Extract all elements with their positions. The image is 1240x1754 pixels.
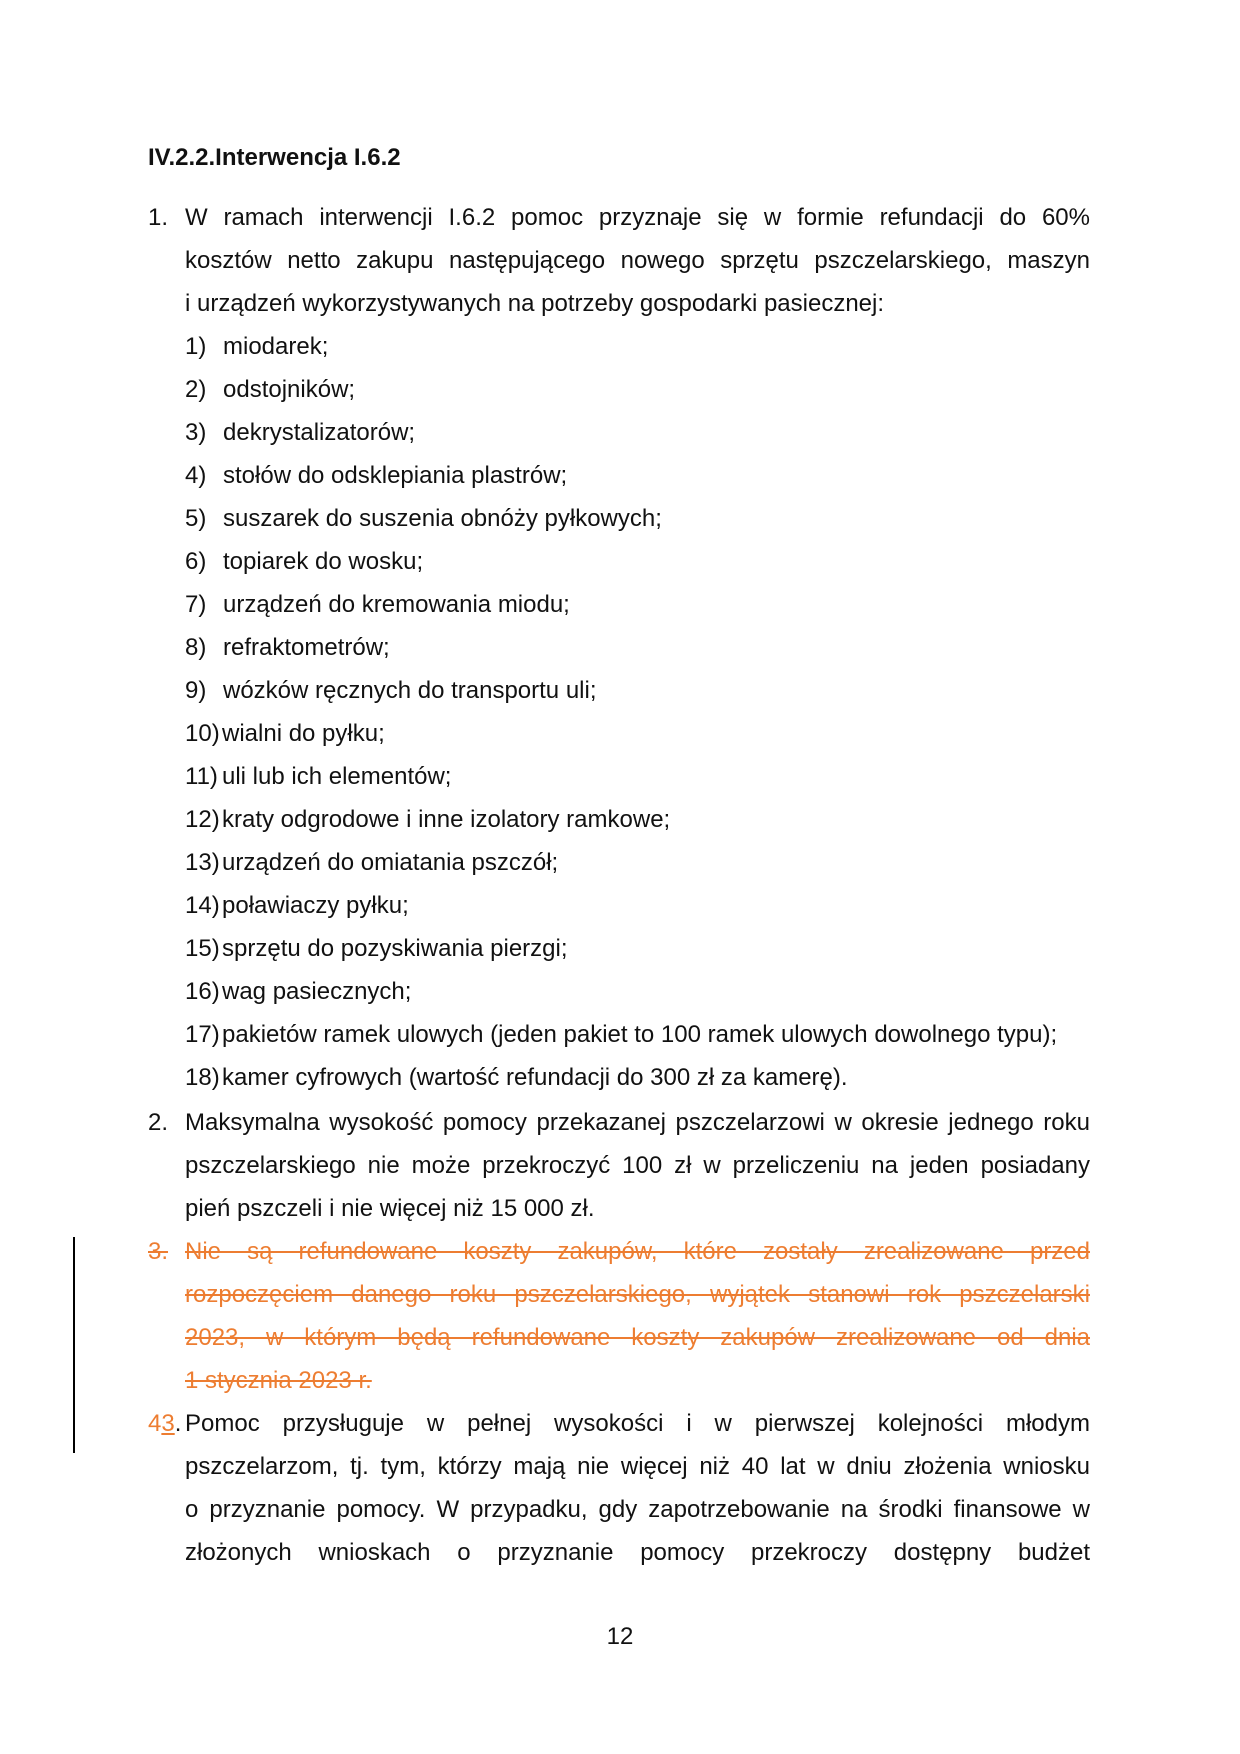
subitem-number: 8)	[185, 634, 207, 661]
item-4-line-4: złożonych wnioskach o przyznanie pomocy przekroczy dostępny budżet	[185, 1539, 1090, 1566]
subitem-number: 9)	[185, 677, 207, 704]
subitem-text: poławiaczy pyłku;	[222, 892, 409, 919]
subitem-text: pakietów ramek ulowych (jeden pakiet to 100 ramek ulowych dowolnego typu);	[222, 1021, 1058, 1048]
subitem-text: wózków ręcznych do transportu uli;	[223, 677, 597, 704]
subitem-text: topiarek do wosku;	[223, 548, 424, 575]
item-1-line-2: kosztów netto zakupu następującego nowego sprzętu pszczelarskiego, maszyn	[185, 247, 1090, 274]
subitem-text: wag pasiecznych;	[222, 978, 412, 1005]
item-3-line-4-deleted: 1 stycznia 2023 r.	[185, 1367, 372, 1394]
subitem-text: miodarek;	[223, 333, 329, 360]
item-4-line-1: Pomoc przysługuje w pełnej wysokości i w pierwszej kolejności młodym	[185, 1410, 1090, 1437]
revision-change-bar	[73, 1237, 75, 1453]
subitem-number: 3)	[185, 419, 207, 446]
item-4-line-3: o przyznanie pomocy. W przypadku, gdy zapotrzebowanie na środki finansowe w	[185, 1496, 1090, 1523]
subitem-text: urządzeń do omiatania pszczół;	[222, 849, 559, 876]
item-2-line-2: pszczelarskiego nie może przekroczyć 100 zł w przeliczeniu na jeden posiadany	[185, 1152, 1090, 1179]
subitem-number: 12)	[185, 806, 220, 833]
subitem-number: 18)	[185, 1064, 220, 1091]
subitem-number: 11)	[185, 763, 218, 790]
item-2-line-1: Maksymalna wysokość pomocy przekazanej pszczelarzowi w okresie jednego roku	[185, 1109, 1090, 1136]
item-3-line-3-deleted: 2023, w którym będą refundowane koszty zakupów zrealizowane od dnia	[185, 1324, 1090, 1351]
item-4-number	[148, 1409, 181, 1439]
subitem-number: 14)	[185, 892, 220, 919]
item-3-line-1-deleted: Nie są refundowane koszty zakupów, które zostały zrealizowane przed	[185, 1238, 1090, 1265]
subitem-number: 1)	[185, 333, 207, 360]
subitem-text: dekrystalizatorów;	[223, 419, 416, 446]
subitem-text: kraty odgrodowe i inne izolatory ramkowe;	[222, 806, 671, 833]
subitem-text: odstojników;	[223, 376, 356, 403]
subitem-number: 15)	[185, 935, 220, 962]
item-3-number-deleted: 3.	[148, 1238, 169, 1265]
deleted-number: 4	[148, 1410, 162, 1437]
subitem-text: suszarek do suszenia obnóży pyłkowych;	[223, 505, 662, 532]
subitem-text: uli lub ich elementów;	[222, 763, 452, 790]
subitem-text: urządzeń do kremowania miodu;	[223, 591, 570, 618]
item-1-line-1: W ramach interwencji I.6.2 pomoc przyznaje się w formie refundacji do 60%	[185, 204, 1090, 231]
section-heading: IV.2.2.Interwencja I.6.2	[148, 144, 401, 171]
item-1-number: 1.	[148, 204, 169, 231]
subitem-number: 6)	[185, 548, 207, 575]
page-number: 12	[606, 1623, 634, 1650]
subitem-number: 4)	[185, 462, 207, 489]
number-suffix: .	[174, 1410, 182, 1437]
subitem-number: 5)	[185, 505, 207, 532]
item-1-line-3: i urządzeń wykorzystywanych na potrzeby gospodarki pasiecznej:	[185, 290, 885, 317]
subitem-number: 7)	[185, 591, 207, 618]
inserted-number: 3	[161, 1410, 175, 1437]
subitem-number: 10)	[185, 720, 220, 747]
subitem-text: refraktometrów;	[223, 634, 390, 661]
item-4-line-2: pszczelarzom, tj. tym, którzy mają nie więcej niż 40 lat w dniu złożenia wniosku	[185, 1453, 1090, 1480]
item-3-line-2-deleted: rozpoczęciem danego roku pszczelarskiego, wyjątek stanowi rok pszczelarski	[185, 1281, 1090, 1308]
item-2-line-3: pień pszczeli i nie więcej niż 15 000 zł.	[185, 1195, 595, 1222]
subitem-number: 16)	[185, 978, 220, 1005]
subitem-text: stołów do odsklepiania plastrów;	[223, 462, 568, 489]
subitem-number: 13)	[185, 849, 220, 876]
item-2-number: 2.	[148, 1109, 169, 1136]
subitem-number: 17)	[185, 1021, 220, 1048]
subitem-text: sprzętu do pozyskiwania pierzgi;	[222, 935, 568, 962]
subitem-text: kamer cyfrowych (wartość refundacji do 300 zł za kamerę).	[222, 1064, 848, 1091]
subitem-text: wialni do pyłku;	[222, 720, 385, 747]
subitem-number: 2)	[185, 376, 207, 403]
